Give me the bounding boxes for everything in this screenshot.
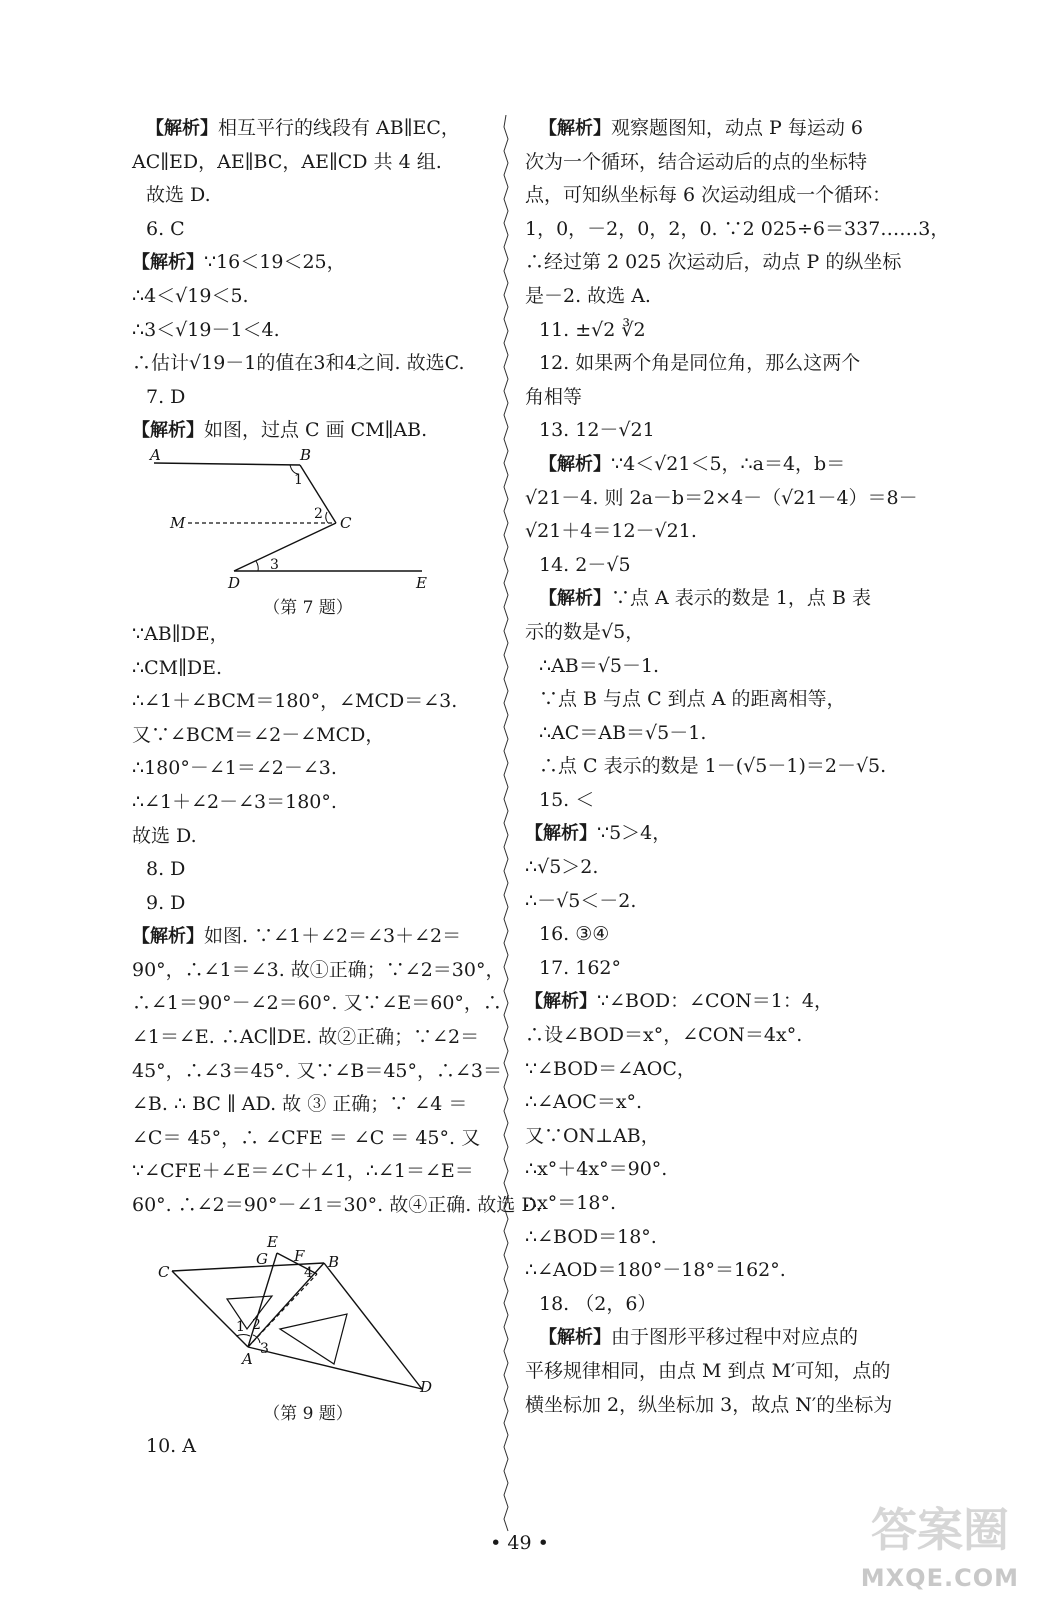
text-line: 横坐标加 2，纵坐标加 3，故点 N′的坐标为 (525, 1393, 893, 1416)
right-column (525, 112, 950, 1422)
text-line: ∴CM∥DE. (132, 656, 222, 679)
fig9-angle-3: 3 (260, 1340, 269, 1357)
text-line: 【解析】∵∠BOD：∠CON＝1：4， (525, 990, 833, 1013)
fig9-label-G: G (256, 1249, 268, 1268)
text-line: ∴－√5＜－2. (525, 889, 637, 912)
text-line: 13. 12－√21 (539, 419, 655, 442)
text-line: 1，0，－2，0，2，0. ∵2 025÷6＝337……3， (525, 217, 950, 240)
analysis-marker: 【解析】 (132, 926, 204, 948)
text-line: 角相等 (525, 385, 583, 408)
text-line: 11. ±√2 ∛2 (539, 318, 646, 341)
text-line: 14. 2－√5 (539, 553, 631, 576)
fig9-label-C: C (158, 1262, 170, 1281)
text-line: √21－4. 则 2a－b＝2×4－（√21－4）＝8－ (525, 486, 918, 509)
analysis-marker: 【解析】 (539, 118, 611, 139)
answer-10: 10. A (146, 1434, 196, 1457)
text-line: 【解析】相互平行的线段有 AB∥EC， (146, 117, 460, 139)
text-line: 7. D (146, 385, 186, 408)
text-line: 90°，∴∠1＝∠3. 故①正确；∵∠2＝30°， (132, 958, 505, 981)
fig7-label-E: E (416, 573, 427, 588)
text-line: 又∵ON⊥AB， (525, 1124, 660, 1147)
text-line: ∵AB∥DE， (132, 622, 229, 645)
column-divider (502, 115, 510, 1535)
text-line: ∴设∠BOD＝x°，∠CON＝4x°. (525, 1024, 803, 1047)
analysis-marker: 【解析】 (539, 588, 611, 610)
text-line: 【解析】观察题图知，动点 P 每运动 6 (539, 117, 863, 139)
fig7-angle-3: 3 (270, 556, 279, 573)
text-line: 次为一个循环，结合运动后的点的坐标特 (525, 150, 868, 173)
text-line: 16. ③④ (539, 923, 610, 946)
text-line: ∵∠BOD＝∠AOC， (525, 1057, 696, 1080)
text-line: ∠C＝ 45°，∴ ∠CFE ＝ ∠C ＝ 45°. 又 (132, 1126, 481, 1149)
fig7-label-C: C (340, 513, 352, 532)
text-line: ∴∠BOD＝18°. (525, 1225, 657, 1248)
text-line: √21＋4＝12－√21. (525, 520, 697, 543)
text-line: ∴估计√19－1的值在3和4之间. 故选C. (132, 352, 465, 375)
analysis-marker: 【解析】 (146, 118, 218, 139)
text-line: 8. D (146, 858, 186, 881)
fig7-label-M: M (170, 513, 186, 532)
text-line: 【解析】如图. ∵∠1＋∠2＝∠3＋∠2＝ (132, 925, 462, 948)
figure-7-diagram (132, 448, 484, 588)
text-line: 12. 如果两个角是同位角，那么这两个 (539, 352, 861, 375)
text-line: ∴点 C 表示的数是 1－(√5－1)＝2－√5. (539, 755, 887, 778)
fig7-angle-1: 1 (294, 471, 303, 488)
text-line: ∴180°－∠1＝∠2－∠3. (132, 757, 337, 780)
text-line: 17. 162° (539, 956, 622, 979)
text-line: ∴x°＝18°. (525, 1192, 617, 1214)
text-line: 又∵∠BCM＝∠2－∠MCD， (132, 723, 385, 746)
watermark-url: MXQE.COM (860, 1564, 1019, 1592)
text-line: ∴AB＝√5－1. (539, 654, 660, 677)
text-line: ∴∠1＋∠BCM＝180°，∠MCD＝∠3. (132, 690, 458, 713)
text-line: ∴x°＋4x°＝90°. (525, 1158, 668, 1181)
text-line: ∴∠AOD＝180°－18°＝162°. (525, 1259, 786, 1282)
text-line: 是－2. 故选 A. (525, 284, 651, 307)
text-line: 示的数是√5， (525, 620, 645, 643)
left-column (132, 112, 542, 1463)
text-line: 60°. ∴∠2＝90°－∠1＝30°. 故④正确. 故选 D. (132, 1194, 542, 1217)
fig9-label-F: F (294, 1246, 305, 1265)
fig7-label-B: B (300, 447, 312, 464)
text-line: 【解析】∵16＜19＜25， (132, 251, 346, 274)
analysis-marker: 【解析】 (539, 453, 611, 475)
fig7-angle-2: 2 (314, 505, 323, 522)
text-line: ∵点 B 与点 C 到点 A 的距离相等， (539, 688, 846, 711)
text-line: ∵∠CFE＋∠E＝∠C＋∠1，∴∠1＝∠E＝ (132, 1160, 474, 1183)
figure-7 (132, 448, 484, 618)
fig9-angle-4: 4 (304, 1264, 313, 1281)
text-line: AC∥ED，AE∥BC，AE∥CD 共 4 组. (132, 150, 442, 173)
figure-9 (132, 1229, 484, 1424)
text-line: ∴3＜√19－1＜4. (132, 318, 280, 341)
text-line: 【解析】∵4＜√21＜5，∴a＝4，b＝ (539, 452, 846, 475)
text-line: ∴经过第 2 025 次运动后，动点 P 的纵坐标 (525, 251, 902, 274)
text-line: 【解析】∵5＞4， (525, 822, 672, 845)
fig9-label-E: E (267, 1232, 278, 1251)
text-line: ∴∠1＝90°－∠2＝60°. 又∵∠E＝60°，∴ (132, 992, 502, 1015)
text-line: 平移规律相同，由点 M 到点 M′可知，点的 (525, 1359, 891, 1382)
text-line: ∴√5＞2. (525, 856, 599, 879)
left-text-block-top (132, 112, 484, 448)
analysis-marker: 【解析】 (132, 420, 204, 442)
page-number: • 49 • (490, 1532, 549, 1554)
text-line: 9. D (146, 891, 186, 914)
text-line: 18. （2，6） (539, 1292, 657, 1315)
text-line: 故选 D. (146, 184, 211, 207)
text-line: 故选 D. (132, 824, 197, 847)
fig9-angle-2: 2 (252, 1316, 261, 1333)
text-line: ∴4＜√19＜5. (132, 284, 249, 307)
text-line: ∴AC＝AB＝√5－1. (539, 721, 707, 744)
analysis-marker: 【解析】 (525, 823, 597, 845)
analysis-marker: 【解析】 (539, 1327, 611, 1349)
text-line: 6. C (146, 217, 185, 240)
text-line: 【解析】如图，过点 C 画 CM∥AB. (132, 419, 428, 442)
text-line: ∠1＝∠E. ∴AC∥DE. 故②正确；∵∠2＝ (132, 1026, 480, 1049)
text-line: 点，可知纵坐标每 6 次运动组成一个循环： (525, 184, 892, 207)
text-line: 45°，∴∠3＝45°. 又∵∠B＝45°，∴∠3＝ (132, 1059, 503, 1082)
text-line: ∠B. ∴ BC ∥ AD. 故 ③ 正确；∵ ∠4 ＝ (132, 1093, 468, 1116)
figure-9-diagram (132, 1229, 484, 1394)
watermark-chinese: 答案圈 (871, 1503, 1009, 1557)
text-line: ∴∠1＋∠2－∠3＝180°. (132, 790, 337, 813)
text-line: 【解析】由于图形平移过程中对应点的 (539, 1326, 859, 1349)
fig9-label-D: D (420, 1377, 433, 1394)
figure-7-caption: （第 7 题） (263, 597, 353, 618)
figure-9-caption: （第 9 题） (263, 1403, 353, 1424)
text-line: ∴∠AOC＝x°. (525, 1091, 643, 1114)
fig9-label-A: A (242, 1349, 253, 1368)
fig9-label-B: B (328, 1252, 340, 1271)
fig7-label-A: A (150, 447, 161, 464)
analysis-marker: 【解析】 (132, 252, 204, 274)
fig9-angle-1: 1 (236, 1318, 245, 1335)
left-text-block-bottom (132, 618, 542, 1223)
fig7-label-D: D (228, 573, 241, 588)
analysis-marker: 【解析】 (525, 991, 597, 1013)
text-line: 【解析】∵点 A 表示的数是 1，点 B 表 (539, 587, 871, 610)
text-line: 15. ＜ (539, 788, 595, 811)
